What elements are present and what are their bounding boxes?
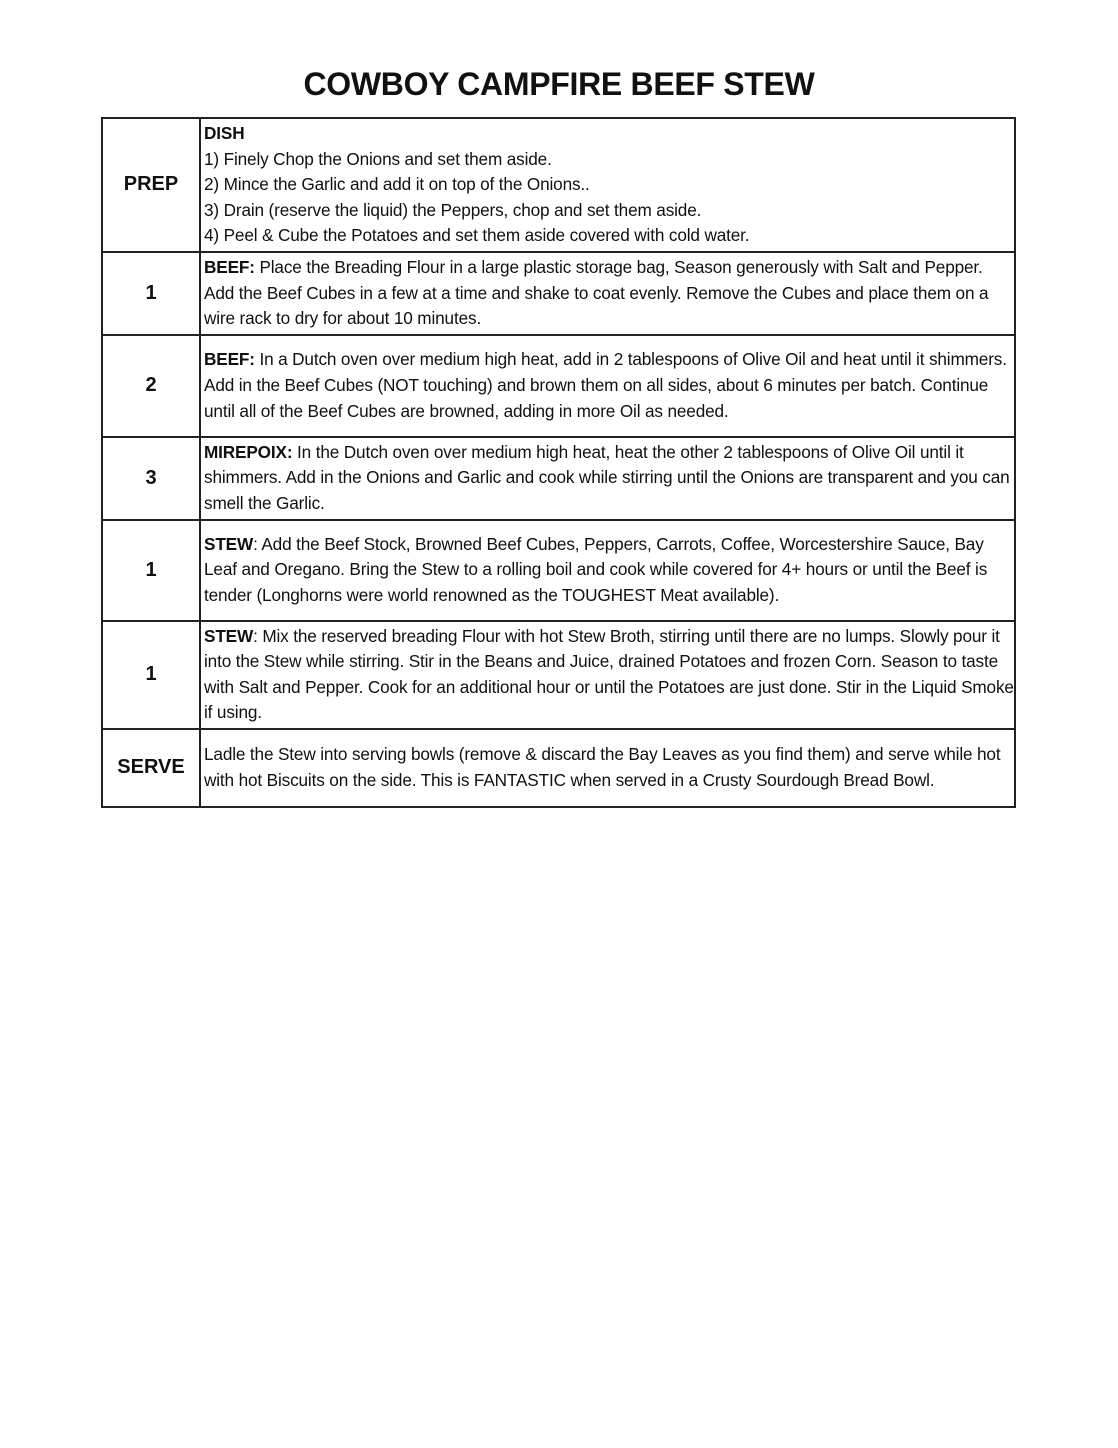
recipe-title: COWBOY CAMPFIRE BEEF STEW: [303, 66, 815, 102]
step-text: : Add the Beef Stock, Browned Beef Cubes, Peppers, Carrots, Coffee, Worcestershire Sauce, Bay Leaf and Oregano. Bring the Stew to a rolling boil and cook while covered for 4+ hours or until the Beef is tender (Longhorns were world renowned as the TOUGHEST Meat available).: [204, 533, 988, 605]
table-row: [102, 335, 1015, 437]
step-label: SERVE: [102, 729, 200, 807]
step-lead: DISH: [204, 123, 245, 143]
step-text: In the Dutch oven over medium high heat, heat the other 2 tablespoons of Olive Oil until it shimmers. Add in the Onions and Garlic and cook while stirring until the Onions are transparent and you can smell the Garlic.: [204, 441, 1010, 513]
step-instructions: [200, 437, 1015, 520]
step-instructions: [200, 621, 1015, 729]
prep-item: 4) Peel & Cube the Potatoes and set them aside covered with cold water.: [204, 225, 750, 246]
step-label: PREP: [102, 118, 200, 252]
step-lead: MIREPOIX:: [204, 441, 293, 462]
step-lead: BEEF:: [204, 349, 255, 370]
step-label: 1: [102, 621, 200, 729]
step-label: 1: [102, 520, 200, 621]
table-row-prep: [102, 118, 1015, 252]
step-label: 2: [102, 335, 200, 437]
step-instructions: [200, 335, 1015, 437]
step-label: 1: [102, 252, 200, 335]
step-instructions: [200, 729, 1015, 807]
step-text: : Mix the reserved breading Flour with hot Stew Broth, stirring until there are no lumps. Slowly pour it into the Stew while stirring. Stir in the Beans and Juice, drained Potatoes and frozen Corn. Season to taste with Salt and Pepper. Cook for an additional hour or until the Potatoes are just done. Stir in the Liquid Smoke if using.: [204, 625, 1014, 723]
table-row: [102, 437, 1015, 520]
step-instructions: [200, 252, 1015, 335]
table-row: [102, 252, 1015, 335]
table-row: [102, 520, 1015, 621]
step-label: 3: [102, 437, 200, 520]
step-instructions: [200, 520, 1015, 621]
step-instructions: [200, 118, 1015, 252]
prep-item: 2) Mince the Garlic and add it on top of the Onions..: [204, 174, 590, 195]
prep-item: 1) Finely Chop the Onions and set them aside.: [204, 148, 552, 169]
step-text: Ladle the Stew into serving bowls (remove & discard the Bay Leaves as you find them) and serve while hot with hot Biscuits on the side. This is FANTASTIC when served in a Crusty Sourdough Bread Bowl.: [204, 744, 1001, 790]
prep-item: 3) Drain (reserve the liquid) the Peppers, chop and set them aside.: [204, 199, 702, 220]
recipe-steps-table: [101, 117, 1016, 808]
step-lead: BEEF:: [204, 256, 255, 277]
step-text: Place the Breading Flour in a large plastic storage bag, Season generously with Salt and Pepper. Add the Beef Cubes in a few at a time and shake to coat evenly. Remove the Cubes and place them on a wire rack to dry for about 10 minutes.: [204, 256, 989, 329]
table-row: [102, 621, 1015, 729]
table-row-serve: [102, 729, 1015, 807]
step-lead: STEW: [204, 533, 254, 554]
step-text: In a Dutch oven over medium high heat, add in 2 tablespoons of Olive Oil and heat until it shimmers. Add in the Beef Cubes (NOT touching) and brown them on all sides, about 6 minutes per batch. Continue until all of the Beef Cubes are browned, adding in more Oil as needed.: [204, 349, 1007, 421]
step-lead: STEW: [204, 625, 254, 646]
